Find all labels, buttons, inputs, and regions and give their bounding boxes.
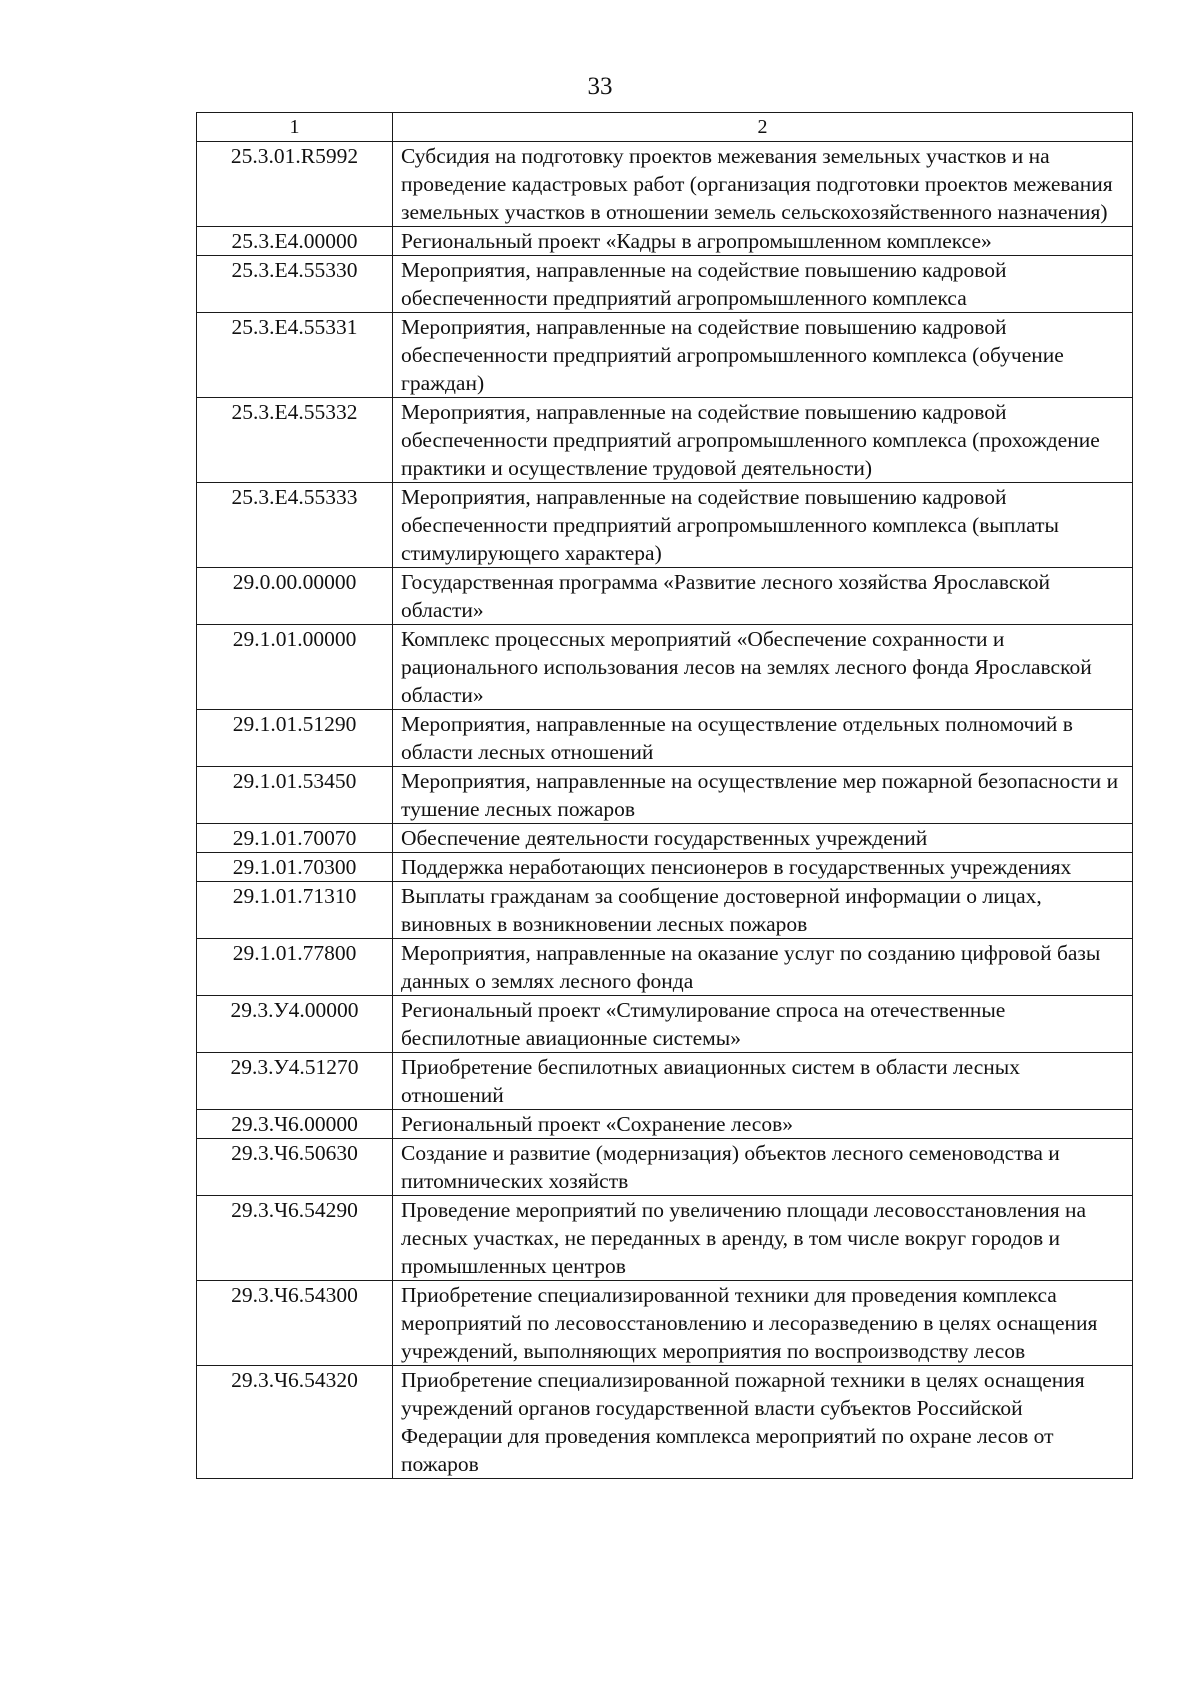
table-row <box>197 1139 1133 1196</box>
row-description: Приобретение беспилотных авиационных систем в области лесных отношений <box>393 1053 1133 1110</box>
row-code: 29.3.Ч6.00000 <box>197 1110 393 1139</box>
row-code: 29.3.Ч6.54320 <box>197 1366 393 1479</box>
row-code: 29.1.01.70300 <box>197 853 393 882</box>
row-description: Мероприятия, направленные на содействие повышению кадровой обеспеченности предприятий агропромышленного комплекса <box>393 256 1133 313</box>
row-code: 29.3.Ч6.50630 <box>197 1139 393 1196</box>
table-row <box>197 227 1133 256</box>
row-code: 29.1.01.70070 <box>197 824 393 853</box>
table-row <box>197 1281 1133 1366</box>
row-description: Мероприятия, направленные на осуществление мер пожарной безопасности и тушение лесных пожаров <box>393 767 1133 824</box>
row-code: 29.1.01.51290 <box>197 710 393 767</box>
row-description: Проведение мероприятий по увеличению площади лесовосстановления на лесных участках, не переданных в аренду, в том числе вокруг городов и промышленных центров <box>393 1196 1133 1281</box>
row-code: 29.1.01.00000 <box>197 625 393 710</box>
table-row <box>197 142 1133 227</box>
row-description: Мероприятия, направленные на содействие повышению кадровой обеспеченности предприятий агропромышленного комплекса (прохождение практики и осуществление трудовой деятельности) <box>393 398 1133 483</box>
table-row <box>197 853 1133 882</box>
row-code: 29.3.Ч6.54290 <box>197 1196 393 1281</box>
row-description: Региональный проект «Кадры в агропромышленном комплексе» <box>393 227 1133 256</box>
table-row <box>197 313 1133 398</box>
row-description: Субсидия на подготовку проектов межевания земельных участков и на проведение кадастровых работ (организация подготовки проектов межевания земельных участков в отношении земель сельскохозяйственного назначения) <box>393 142 1133 227</box>
table-row <box>197 398 1133 483</box>
row-description: Поддержка неработающих пенсионеров в государственных учреждениях <box>393 853 1133 882</box>
page-number: 33 <box>587 73 613 100</box>
row-description: Создание и развитие (модернизация) объектов лесного семеноводства и питомнических хозяйств <box>393 1139 1133 1196</box>
budget-classification-table <box>196 112 1133 1479</box>
row-description: Мероприятия, направленные на содействие повышению кадровой обеспеченности предприятий агропромышленного комплекса (обучение граждан) <box>393 313 1133 398</box>
row-description: Государственная программа «Развитие лесного хозяйства Ярославской области» <box>393 568 1133 625</box>
table-body <box>197 113 1133 1479</box>
table-row <box>197 568 1133 625</box>
row-code: 29.1.01.53450 <box>197 767 393 824</box>
table-row <box>197 1110 1133 1139</box>
row-code: 25.3.Е4.55333 <box>197 483 393 568</box>
row-code: 29.3.У4.00000 <box>197 996 393 1053</box>
row-description: Мероприятия, направленные на осуществление отдельных полномочий в области лесных отношений <box>393 710 1133 767</box>
row-code: 25.3.Е4.55330 <box>197 256 393 313</box>
table-row <box>197 1366 1133 1479</box>
row-description: Приобретение специализированной техники для проведения комплекса мероприятий по лесовосстановлению и лесоразведению в целях оснащения учреждений, выполняющих мероприятия по воспроизводству лесов <box>393 1281 1133 1366</box>
table-row <box>197 1196 1133 1281</box>
table-row <box>197 767 1133 824</box>
row-code: 25.3.01.R5992 <box>197 142 393 227</box>
table-row <box>197 483 1133 568</box>
row-description: Мероприятия, направленные на содействие повышению кадровой обеспеченности предприятий агропромышленного комплекса (выплаты стимулирующего характера) <box>393 483 1133 568</box>
row-code: 29.0.00.00000 <box>197 568 393 625</box>
table-row <box>197 1053 1133 1110</box>
row-code: 25.3.Е4.55331 <box>197 313 393 398</box>
row-description: Обеспечение деятельности государственных учреждений <box>393 824 1133 853</box>
column-header-2: 2 <box>393 113 1133 142</box>
row-description: Комплекс процессных мероприятий «Обеспечение сохранности и рационального использования лесов на землях лесного фонда Ярославской области» <box>393 625 1133 710</box>
table-header-row <box>197 113 1133 142</box>
table-row <box>197 996 1133 1053</box>
row-code: 29.1.01.71310 <box>197 882 393 939</box>
row-code: 29.3.У4.51270 <box>197 1053 393 1110</box>
column-header-1: 1 <box>197 113 393 142</box>
row-description: Выплаты гражданам за сообщение достоверной информации о лицах, виновных в возникновении лесных пожаров <box>393 882 1133 939</box>
table-row <box>197 710 1133 767</box>
table-row <box>197 256 1133 313</box>
table-row <box>197 824 1133 853</box>
row-code: 29.3.Ч6.54300 <box>197 1281 393 1366</box>
table-row <box>197 882 1133 939</box>
row-code: 25.3.Е4.55332 <box>197 398 393 483</box>
table-row <box>197 939 1133 996</box>
row-description: Региональный проект «Стимулирование спроса на отечественные беспилотные авиационные системы» <box>393 996 1133 1053</box>
row-description: Приобретение специализированной пожарной техники в целях оснащения учреждений органов государственной власти субъектов Российской Федерации для проведения комплекса мероприятий по охране лесов от пожаров <box>393 1366 1133 1479</box>
table-row <box>197 625 1133 710</box>
row-code: 29.1.01.77800 <box>197 939 393 996</box>
row-description: Мероприятия, направленные на оказание услуг по созданию цифровой базы данных о землях лесного фонда <box>393 939 1133 996</box>
row-description: Региональный проект «Сохранение лесов» <box>393 1110 1133 1139</box>
row-code: 25.3.Е4.00000 <box>197 227 393 256</box>
